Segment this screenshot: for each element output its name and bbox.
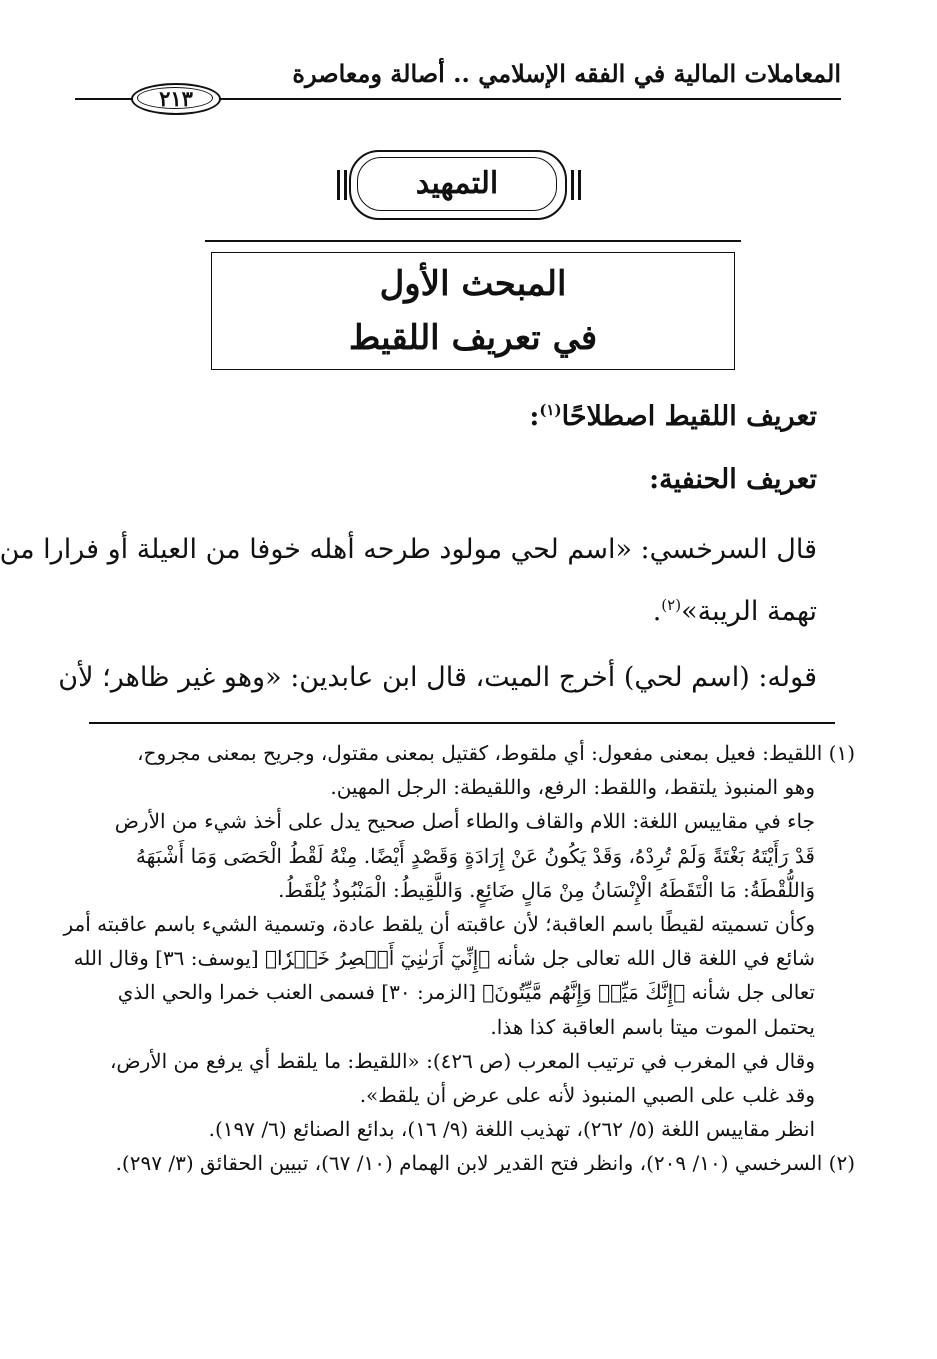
footnote-line: جاء في مقاييس اللغة: اللام والقاف والطاء أصل صحيح يدل على أخذ شيء من الأرض [114,809,815,834]
footnote-line: قَدْ رَأَيْتَهُ بَغْتَةً وَلَمْ تُرِدْهُ، وَقَدْ يَكُونُ عَنْ إِرَادَةٍ وَقَصْدٍ أَيْضًا. مِنْهُ لَقْطُ الْحَصَى وَمَا أَشْبَهَهُ [135,843,815,868]
footnote-ref-2: (٢) [661,596,682,614]
heading-istilah [77,380,817,447]
page-number: ٢١٣ [131,83,221,115]
section-rule [205,240,741,242]
footnote-line: وكأن تسميته لقيطًا باسم العاقبة؛ لأن عاقبته أن يلقط عادة، وتسمية الشيء باسم عاقبته أمر [63,911,815,936]
mabhath-title-line1: المبحث الأول [379,264,567,304]
footnote-line: انظر مقاييس اللغة (٥/ ٢٦٢)، تهذيب اللغة (٩/ ١٦)، بدائع الصنائع (٦/ ١٩٧). [208,1117,815,1142]
heading-istilah-text: تعريف اللقيط اصطلاحًا [561,401,817,432]
footnote-line: وهو المنبوذ يلتقط، واللقط: الرفع، واللقيطة: الرجل المهين. [330,775,815,800]
footnote-line: (١) اللقيط: فعيل بمعنى مفعول: أي ملقوط، كقتيل بمعنى مقتول، وجريح بمعنى مجروح، [137,741,855,765]
frame-left-bar [337,170,340,200]
footnote-line: شائع في اللغة قال الله تعالى جل شأنه ﴿إِنِّيٓ أَرَىٰنِيٓ أَعۡصِرُ خَمۡرٗا﴾ [يوسف: ٣٦] وقال الله [73,946,815,971]
footnote-line: وَاللُّقْطَةُ: مَا الْتَقَطَهُ الْإِنْسَانُ مِنْ مَالٍ ضَائِعٍ. وَاللَّقِيطُ: الْمَنْبُوذُ يُلْقَطُ. [278,877,815,902]
footnote-line: يحتمل الموت ميتا باسم العاقبة كذا هذا. [490,1014,815,1039]
paragraph-ibn-abidin-line1: قوله: (اسم لحي) أخرج الميت، قال ابن عابدين: «وهو غير ظاهر؛ لأن [58,662,817,693]
mabhath-title-line2: في تعريف اللقيط [348,318,598,358]
frame-right-bar-inner [571,170,574,200]
running-header-title: المعاملات المالية في الفقه الإسلامي .. أصالة ومعاصرة [292,59,841,88]
footnote-line: تعالى جل شأنه ﴿إِنَّكَ مَيِّتٞ وَإِنَّهُم مَّيِّتُونَ﴾ [الزمر: ٣٠] فسمى العنب خمرا والحي الذي [117,980,815,1005]
footnote-line: وقال في المغرب في ترتيب المعرب (ص ٤٢٦): «اللقيط: ما يلقط أي يرفع من الأرض، [109,1048,815,1073]
frame-left-bar-inner [344,170,347,200]
tamhid-title: التمهيد [357,157,557,211]
footnote-line: وقد غلب على الصبي المنبوذ لأنه على عرض أن يلقط». [359,1082,815,1107]
tamhid-frame [337,150,581,220]
heading-hanafiyya: تعريف الحنفية: [649,464,817,495]
frame-right-bar [578,170,581,200]
paragraph-sarakhsi-end: . [652,596,662,627]
heading-istilah-colon: : [529,401,540,432]
footnote-line: (٢) السرخسي (١٠/ ٢٠٩)، وانظر فتح القدير لابن الهمام (١٠/ ٦٧)، تبيين الحقائق (٣/ ٢٩٧). [115,1151,855,1176]
paragraph-sarakhsi-line1: قال السرخسي: «اسم لحي مولود طرحه أهله خوفا من العيلة أو فرارا من [0,534,817,565]
footnote-ref-1: (١) [539,401,562,419]
paragraph-sarakhsi-line2-text: تهمة الريبة» [681,596,817,627]
footnotes [63,736,855,1180]
footnote-rule [89,722,835,724]
mabhath-box [211,252,735,370]
tamhid-box [349,150,567,220]
paragraph-sarakhsi-line2 [77,575,817,642]
